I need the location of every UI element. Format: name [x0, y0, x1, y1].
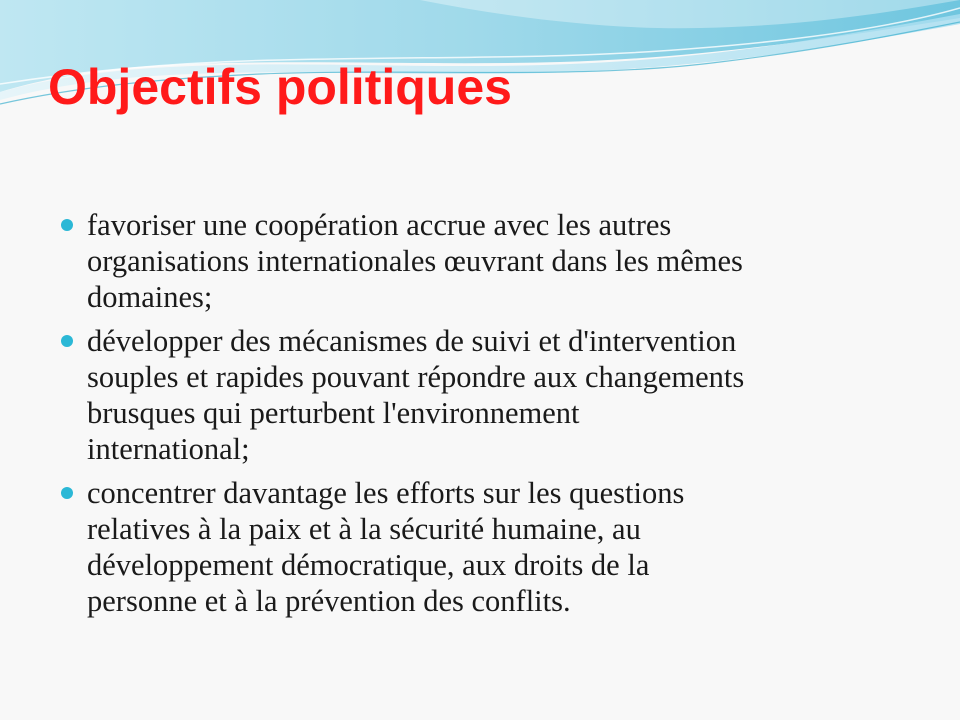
bullet-line: souples et rapides pouvant répondre aux changements [87, 360, 745, 394]
bullet-dot-icon [61, 219, 73, 231]
bullet-line: concentrer davantage les efforts sur les questions [87, 476, 685, 510]
bullet-item [56, 323, 916, 467]
bullet-line: domaines; [87, 280, 213, 314]
bullet-line: développer des mécanismes de suivi et d'intervention [87, 324, 737, 358]
bullet-dot-icon [61, 487, 73, 499]
bullet-list [56, 207, 916, 627]
slide-title: Objectifs politiques [48, 59, 512, 115]
bullet-item [56, 207, 916, 315]
bullet-line: organisations internationales œuvrant dans les mêmes [87, 244, 743, 278]
bullet-line: favoriser une coopération accrue avec les autres [87, 208, 672, 242]
bullet-line: international; [87, 432, 250, 466]
bullet-line: personne et à la prévention des conflits. [87, 584, 571, 618]
bullet-line: développement démocratique, aux droits de la [87, 548, 650, 582]
bullet-line: brusques qui perturbent l'environnement [87, 396, 580, 430]
bullet-item [56, 475, 916, 619]
bullet-dot-icon [61, 335, 73, 347]
bullet-line: relatives à la paix et à la sécurité humaine, au [87, 512, 641, 546]
